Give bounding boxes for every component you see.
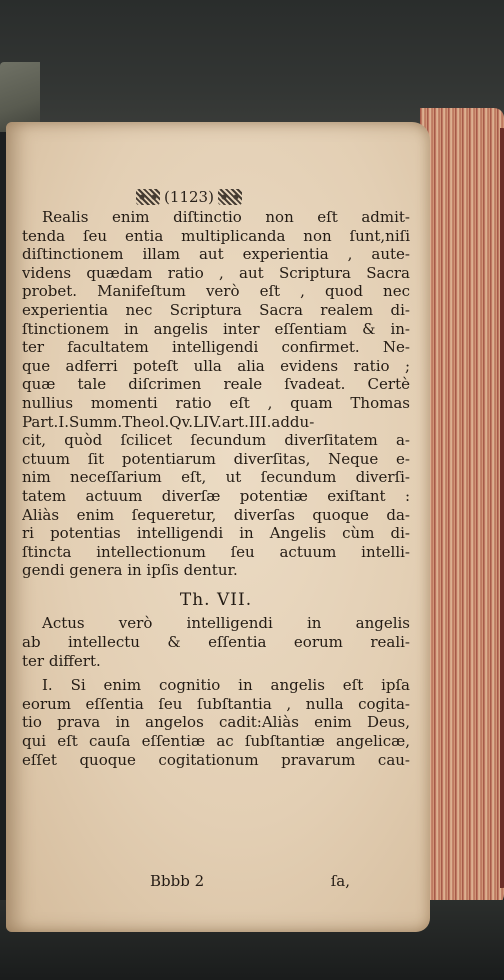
page-footer	[150, 872, 350, 894]
ornament-left-icon	[136, 189, 160, 205]
text-line: diſtinctionem illam aut experientia , aute-	[22, 245, 410, 264]
text-line: gendi genera in ipſis dentur.	[22, 561, 238, 580]
text-line: videns quædam ratio , aut Scriptura Sacra	[22, 263, 410, 282]
text-line: ſtinctionem in angelis inter eſſentiam & in-	[22, 319, 410, 338]
text-line: Actus verò intelligendi in angelis	[42, 614, 410, 633]
text-line: ſtincta intellectionum ſeu actuum intelli-	[22, 542, 410, 561]
text-line: nim neceſſarium eſt, ut ſecundum diverſi-	[22, 468, 410, 487]
page-body	[22, 208, 410, 769]
text-line: Aliàs enim ſequeretur, diverſas quoque da-	[22, 505, 410, 524]
text-line: que adferri poteſt ulla alia evidens ratio ;	[22, 356, 410, 375]
text-line: probet. Manifeſtum verò eſt , quod nec	[22, 282, 410, 301]
text-line: Realis enim diſtinctio non eſt admit-	[42, 208, 410, 226]
note-paragraph	[22, 676, 410, 769]
section-heading: Th. VII.	[179, 589, 253, 610]
signature-mark: Bbbb 2	[150, 872, 205, 890]
thesis-statement	[22, 614, 410, 670]
page-number: (1123)	[164, 188, 214, 206]
text-line: eſſet quoque cogitationum pravarum cau-	[22, 750, 410, 769]
text-line: ter differt.	[22, 651, 101, 670]
text-line: ab intellectu & eſſentia eorum reali-	[22, 633, 410, 652]
text-line: cit, quòd ſcilicet ſecundum diverſitatem a-	[22, 431, 410, 450]
text-line: Part.I.Summ.Theol.Qv.LIV.art.III.addu-	[22, 412, 315, 431]
text-line: ter facultatem intelligendi confirmet. Ne-	[22, 338, 410, 357]
paragraph-main	[22, 208, 410, 580]
text-line: quæ tale diſcrimen reale ſvadeat. Certè	[22, 375, 410, 394]
text-line: eorum eſſentia ſeu ſubſtantia , nulla cogita-	[22, 694, 410, 713]
text-line: qui eſt cauſa eſſentiæ ac ſubſtantiæ angelicæ,	[22, 732, 410, 751]
text-line: experientia nec Scriptura Sacra realem di-	[22, 300, 410, 319]
page-stack-edge	[420, 108, 504, 908]
page-header	[134, 186, 244, 208]
ornament-right-icon	[218, 189, 242, 205]
text-line: tio prava in angelos cadit:Aliàs enim Deus,	[22, 713, 410, 732]
text-line: ctuum ſit potentiarum diverſitas, Neque e-	[22, 449, 410, 468]
text-line: I. Si enim cognitio in angelis eſt ipſa	[42, 676, 410, 695]
text-line: tenda ſeu entia multiplicanda non ſunt,niſi	[22, 226, 410, 245]
catchword: ſa,	[330, 872, 350, 890]
text-line: ri potentias intelligendi in Angelis cùm di-	[22, 524, 410, 543]
text-line: tatem actuum diverſæ potentiæ exiſtant :	[22, 486, 410, 505]
text-line: nullius momenti ratio eſt , quam Thomas	[22, 393, 410, 412]
